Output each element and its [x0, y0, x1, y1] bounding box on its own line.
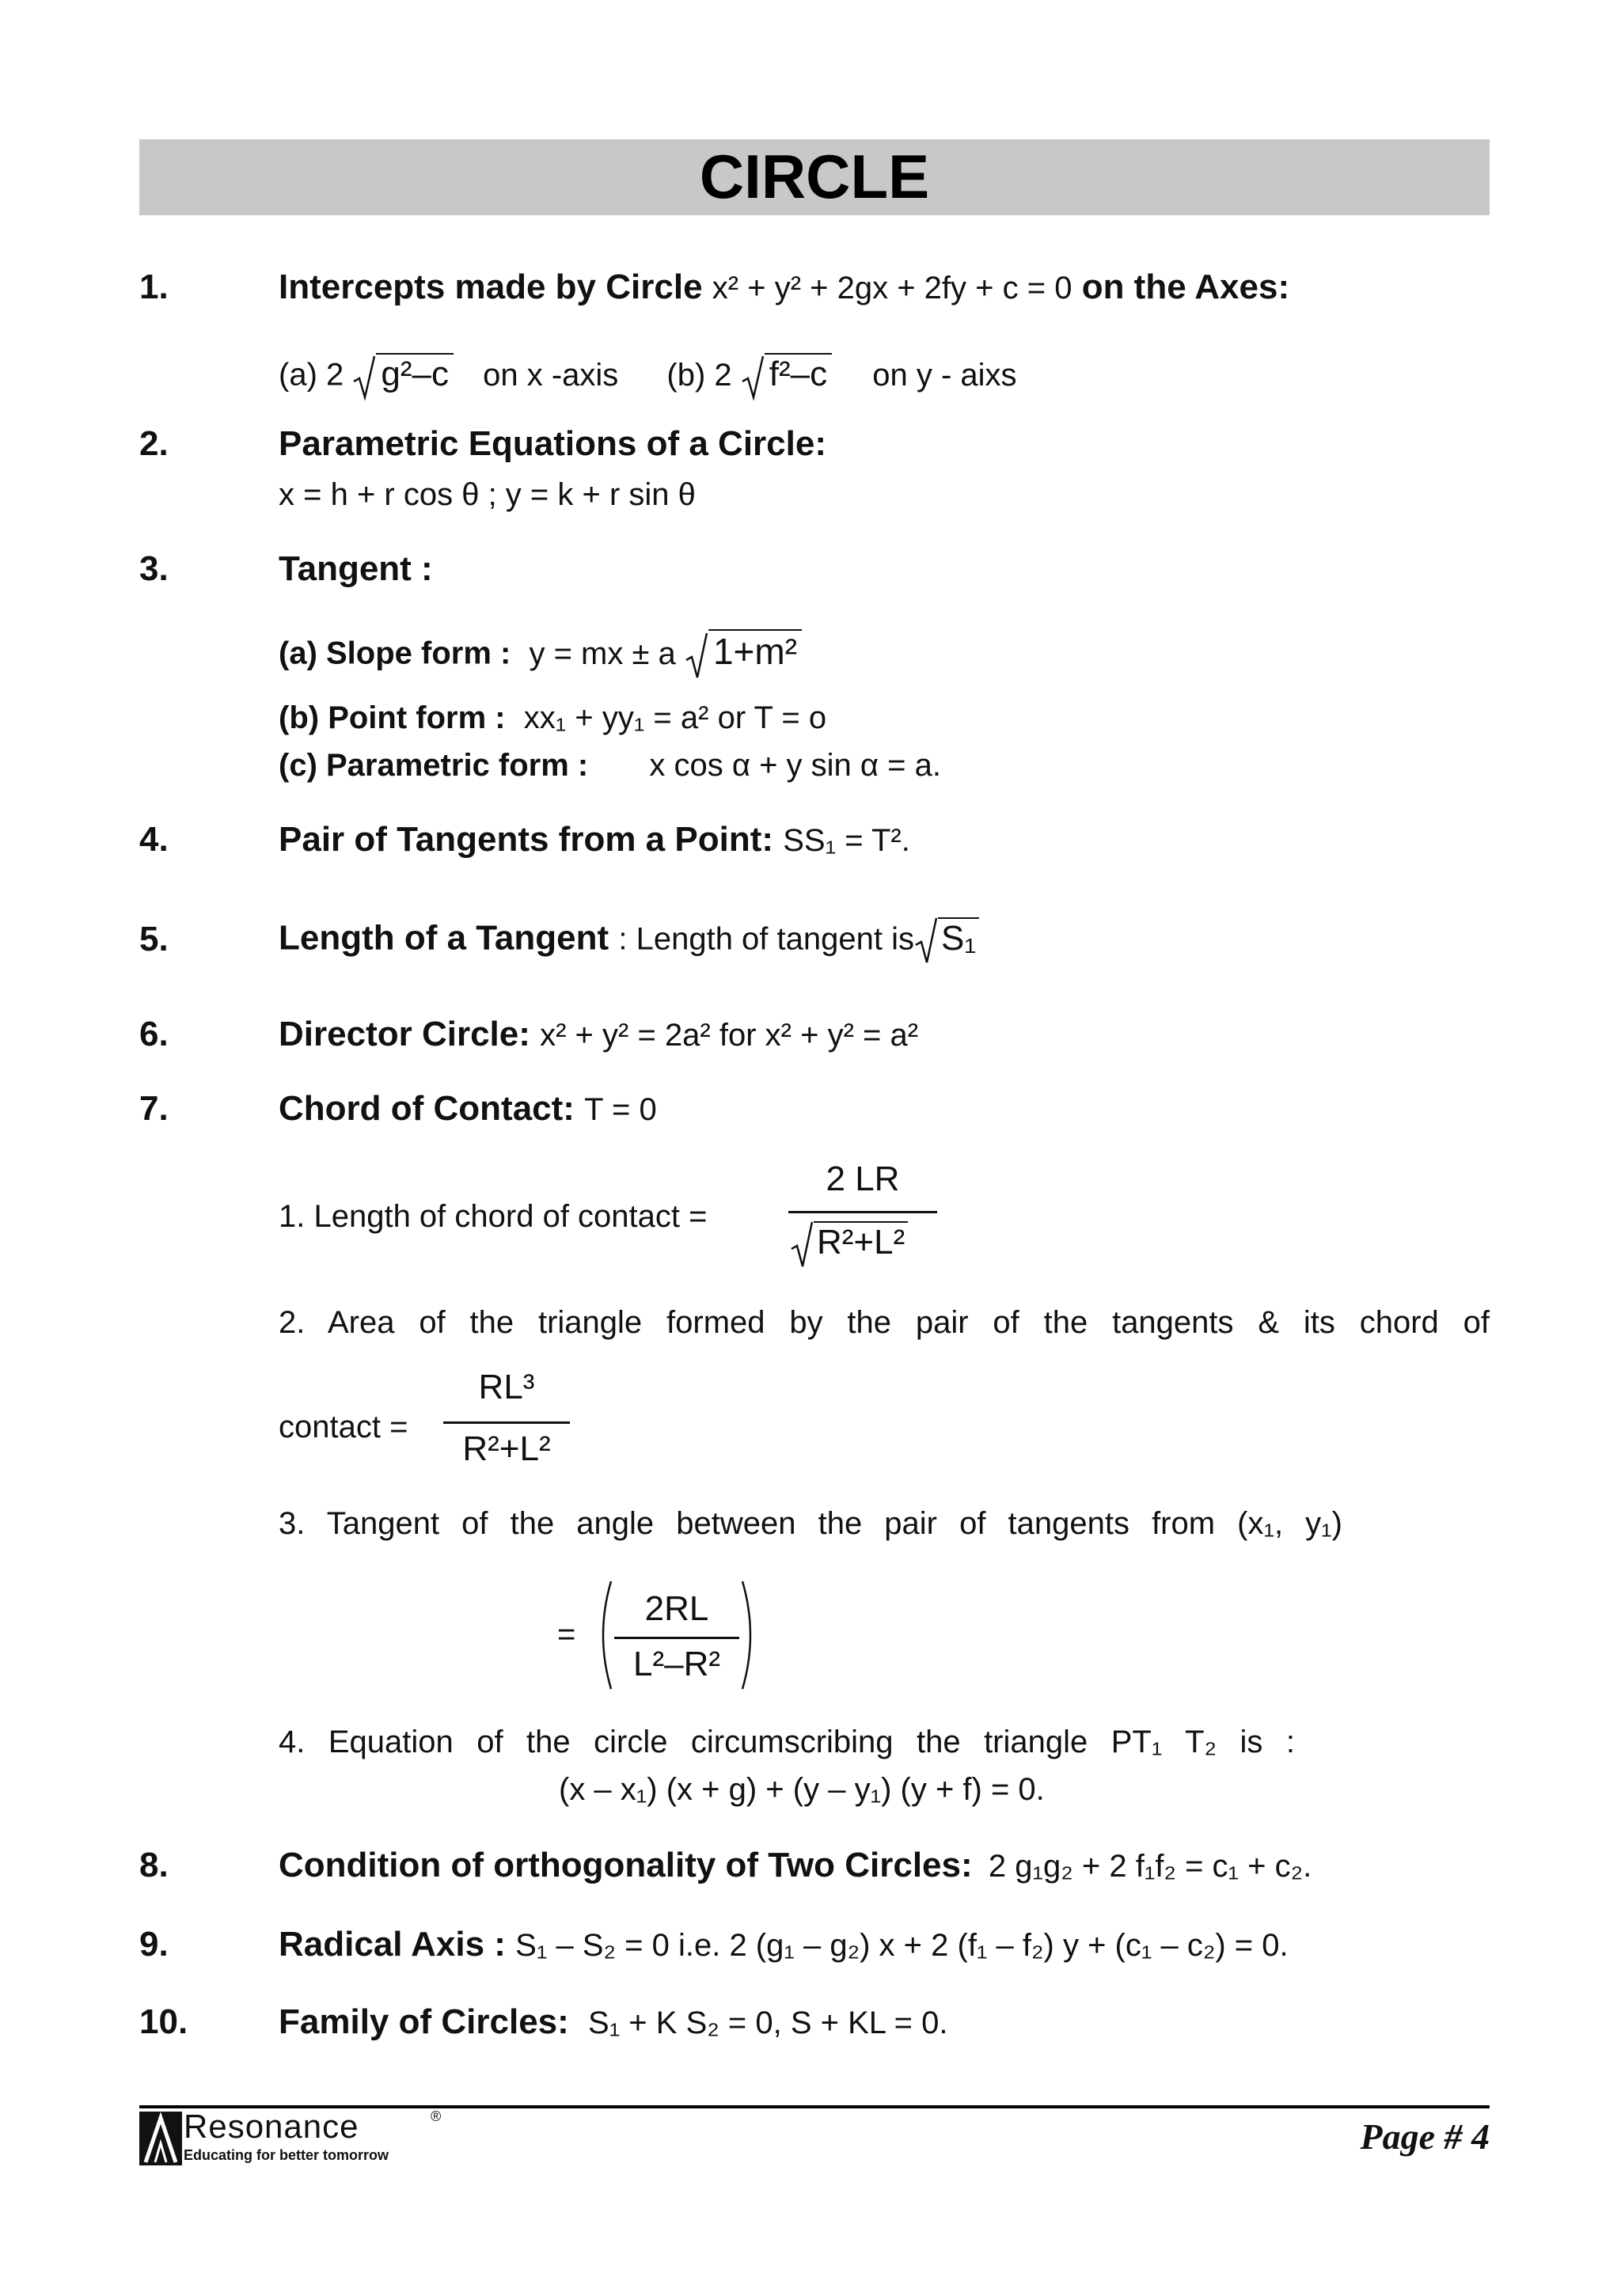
item-8-heading: [279, 1844, 1312, 1888]
item-number: 4.: [139, 820, 169, 859]
item-number: 6.: [139, 1015, 169, 1053]
heading-text: Tangent :: [279, 549, 433, 588]
parametric-equation: x = h + r cos θ ; y = k + r sin θ: [279, 477, 696, 512]
fraction-denominator: R²+L²: [462, 1429, 551, 1468]
resonance-logo-icon: [139, 2112, 182, 2165]
item-number: 1.: [139, 268, 169, 306]
item-number: 3.: [139, 549, 169, 588]
heading-tail: S₁ + K S₂ = 0, S + KL = 0.: [588, 2006, 948, 2040]
circumscribing-equation: (x – x₁) (x + g) + (y – y₁) (y + f) = 0.: [559, 1772, 1045, 1807]
item-9-heading: [279, 1923, 1289, 1967]
heading-text: Chord of Contact:: [279, 1089, 575, 1128]
intercept-a-prefix: (a) 2: [279, 357, 344, 393]
item-3-heading: [279, 548, 433, 590]
fraction-bar: [614, 1637, 739, 1639]
parametric-form-label: (c) Parametric form :: [279, 748, 589, 783]
sqrt-icon: [914, 915, 938, 966]
slope-form-label: (a) Slope form :: [279, 636, 511, 671]
item-2-heading: [279, 423, 826, 465]
heading-text: Radical Axis :: [279, 1925, 506, 1964]
intercept-b-prefix: (b) 2: [666, 357, 732, 393]
heading-tail: 2 g₁g₂ + 2 f₁f₂ = c₁ + c₂.: [988, 1849, 1312, 1884]
heading-tail: : Length of tangent is: [618, 921, 914, 957]
item-number: 5.: [139, 920, 169, 958]
heading-text: Director Circle:: [279, 1015, 530, 1053]
heading-tail: on the Axes:: [1081, 268, 1290, 306]
heading-tail: SS₁ = T².: [783, 823, 910, 858]
fraction-denominator: [790, 1219, 908, 1269]
equals-sign: =: [557, 1617, 576, 1652]
heading-text: Condition of orthogonality of Two Circles:: [279, 1846, 973, 1884]
tangent-slope-form: [279, 630, 802, 681]
intercepts-line: [279, 353, 1017, 400]
slope-form-equation: y = mx ± a: [529, 636, 676, 671]
heading-tail: x² + y² = 2a² for x² + y² = a²: [540, 1018, 919, 1053]
brand-tagline: Educating for better tomorrow: [184, 2147, 389, 2163]
item-10-heading: [279, 2001, 948, 2044]
slope-form-radicand: 1+m²: [708, 629, 802, 672]
chord-circle-text: 4. Equation of the circle circumscribing the triangle PT₁ T₂ is :: [279, 1725, 1295, 1759]
intercept-b-radicand: f²–c: [765, 353, 832, 393]
item-6-heading: [279, 1013, 918, 1057]
item-5-heading: [279, 915, 979, 966]
point-form-equation: xx₁ + yy₁ = a² or T = o: [523, 700, 827, 735]
heading-text: Pair of Tangents from a Point:: [279, 820, 774, 859]
heading-text: Length of a Tangent: [279, 918, 609, 958]
title-banner: [139, 139, 1490, 215]
intercept-a-radicand: g²–c: [376, 353, 454, 393]
point-form-label: (b) Point form :: [279, 700, 506, 735]
sqrt-icon: [741, 353, 765, 400]
fraction-bar: [788, 1211, 937, 1213]
heading-text: Parametric Equations of a Circle:: [279, 424, 826, 463]
intercept-b-suffix: on y - aixs: [872, 357, 1017, 393]
item-4-heading: [279, 818, 910, 862]
chord-length-label: 1. Length of chord of contact =: [279, 1199, 708, 1234]
item-1-heading: [279, 266, 1289, 309]
item-number: 2.: [139, 424, 169, 463]
registered-mark: ®: [431, 2108, 442, 2124]
item-number: 9.: [139, 1925, 169, 1964]
equation: x² + y² + 2gx + 2fy + c = 0: [712, 271, 1072, 306]
intercept-a-suffix: on x -axis: [483, 357, 619, 393]
item-number: 10.: [139, 2002, 188, 2041]
tangent-parametric-form: [279, 746, 941, 785]
parametric-form-equation: x cos α + y sin α = a.: [649, 748, 941, 783]
chord-angle-text: 3. Tangent of the angle between the pair of tangents from (x₁, y₁): [279, 1506, 1342, 1541]
fraction-numerator: 2 LR: [826, 1159, 900, 1198]
sqrt-icon: [352, 353, 376, 400]
fraction-bar: [443, 1421, 570, 1424]
length-radicand: S₁: [938, 917, 979, 958]
heading-tail: T = 0: [584, 1092, 657, 1127]
heading-text: Family of Circles:: [279, 2002, 569, 2041]
heading-tail: S₁ – S₂ = 0 i.e. 2 (g₁ – g₂) x + 2 (f₁ – f₂) y + (c₁ – c₂) = 0.: [515, 1928, 1289, 1963]
fraction-numerator: 2RL: [644, 1589, 709, 1628]
page-number: Page # 4: [1360, 2116, 1490, 2157]
sqrt-icon: [790, 1219, 814, 1269]
denominator-radicand: R²+L²: [814, 1221, 908, 1262]
brand-logo: Resonance: [184, 2108, 359, 2145]
heading-text: Intercepts made by Circle: [279, 268, 703, 306]
chord-area-label: contact =: [279, 1410, 408, 1444]
fraction-numerator: RL³: [478, 1368, 535, 1406]
item-number: 7.: [139, 1089, 169, 1128]
page-title: CIRCLE: [699, 142, 930, 211]
item-number: 8.: [139, 1846, 169, 1884]
tangent-point-form: [279, 698, 826, 738]
chord-area-text: 2. Area of the triangle formed by the pair of the tangents & its chord of: [279, 1305, 1490, 1340]
sqrt-icon: [685, 630, 708, 681]
fraction-denominator: L²–R²: [632, 1645, 721, 1683]
item-7-heading: [279, 1087, 657, 1131]
